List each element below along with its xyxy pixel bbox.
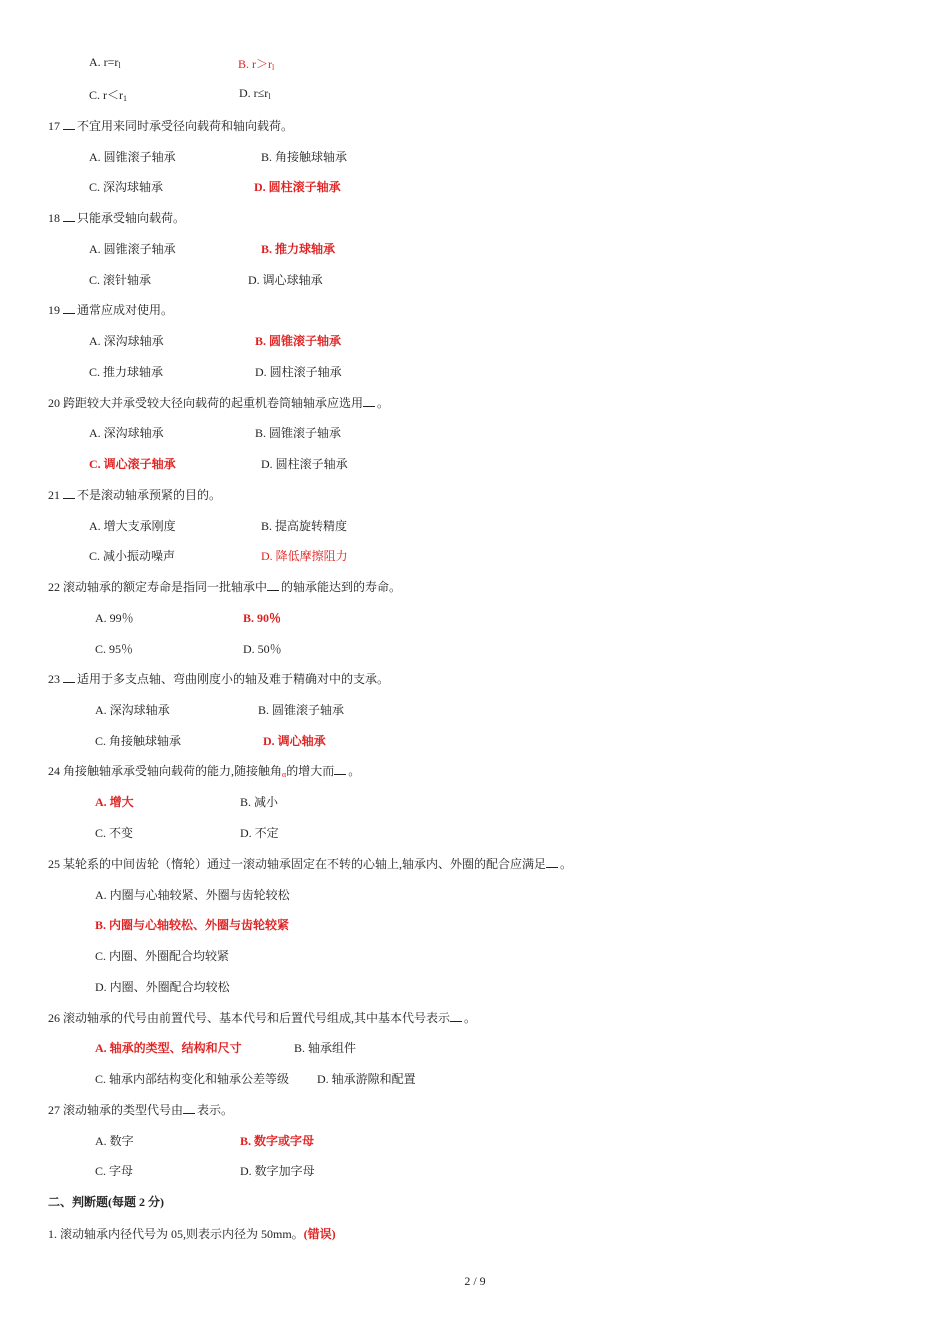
true-false-question-1: 1. 滚动轴承内径代号为 05,则表示内径为 50mm。(错误)	[48, 1227, 336, 1241]
question-17: 17 不宜用来同时承受径向载荷和轴向载荷。	[48, 119, 294, 133]
q16-option-b: B. $r>r_l$	[238, 57, 275, 72]
q27-option-d: D. 数字加字母	[240, 1164, 315, 1178]
q26-option-b: B. 轴承组件	[294, 1041, 357, 1055]
q24-option-a: A. 增大	[95, 795, 134, 809]
q17-option-a: A. 圆锥滚子轴承	[89, 150, 176, 164]
q21-option-b: B. 提高旋转精度	[261, 519, 348, 533]
question-21: 21 不是滚动轴承预紧的目的。	[48, 488, 222, 502]
q19-option-a: A. 深沟球轴承	[89, 334, 164, 348]
question-18: 18 只能承受轴向载荷。	[48, 211, 186, 225]
q21-option-c: C. 减小振动噪声	[89, 549, 176, 563]
q21-option-a: A. 增大支承刚度	[89, 519, 176, 533]
q18-option-c: C. 滚针轴承	[89, 273, 152, 287]
q27-option-c: C. 字母	[95, 1164, 134, 1178]
q26-option-c: C. 轴承内部结构变化和轴承公差等级	[95, 1072, 290, 1086]
q21-option-d: D. 降低摩擦阻力	[261, 549, 348, 563]
q23-option-c: C. 角接触球轴承	[95, 734, 182, 748]
question-23: 23 适用于多支点轴、弯曲刚度小的轴及难于精确对中的支承。	[48, 672, 390, 686]
q26-option-d: D. 轴承游隙和配置	[317, 1072, 416, 1086]
q25-option-b: B. 内圈与心轴较松、外圈与齿轮较紧	[95, 918, 290, 932]
q20-option-a: A. 深沟球轴承	[89, 426, 164, 440]
question-20: 20 跨距较大并承受较大径向载荷的起重机卷筒轴轴承应选用 。	[48, 396, 390, 410]
q19-option-b: B. 圆锥滚子轴承	[255, 334, 342, 348]
q22-option-d: D. 50％	[243, 642, 282, 656]
q16-option-d: D. $r\le r_l$	[239, 86, 271, 101]
q24-option-c: C. 不变	[95, 826, 134, 840]
q23-option-a: A. 深沟球轴承	[95, 703, 170, 717]
q20-option-c: C. 调心滚子轴承	[89, 457, 176, 471]
q20-option-b: B. 圆锥滚子轴承	[255, 426, 342, 440]
q18-option-d: D. 调心球轴承	[248, 273, 323, 287]
q16-option-c: C. $r<r_1$	[89, 88, 127, 103]
question-27: 27 滚动轴承的类型代号由 表示。	[48, 1103, 234, 1117]
q19-option-d: D. 圆柱滚子轴承	[255, 365, 342, 379]
q20-option-d: D. 圆柱滚子轴承	[261, 457, 348, 471]
q17-option-b: B. 角接触球轴承	[261, 150, 348, 164]
q25-option-a: A. 内圈与心轴较紧、外圈与齿轮较松	[95, 888, 290, 902]
q23-option-d: D. 调心轴承	[263, 734, 326, 748]
q23-option-b: B. 圆锥滚子轴承	[258, 703, 345, 717]
q18-option-b: B. 推力球轴承	[261, 242, 336, 256]
q25-option-c: C. 内圈、外圈配合均较紧	[95, 949, 230, 963]
tf1-answer: (错误)	[303, 1227, 336, 1241]
q27-option-a: A. 数字	[95, 1134, 134, 1148]
q24-option-b: B. 减小	[240, 795, 279, 809]
q27-option-b: B. 数字或字母	[240, 1134, 315, 1148]
section-heading-true-false: 二、判断题(每题 2 分)	[48, 1195, 164, 1209]
q22-option-b: B. 90％	[243, 611, 282, 625]
q25-option-d: D. 内圈、外圈配合均较松	[95, 980, 230, 994]
q18-option-a: A. 圆锥滚子轴承	[89, 242, 176, 256]
question-24: 24 角接触轴承承受轴向载荷的能力,随接触角$_\alpha$的增大而 。	[48, 764, 361, 779]
q22-option-a: A. 99％	[95, 611, 134, 625]
question-22: 22 滚动轴承的额定寿命是指同一批轴承中 的轴承能达到的寿命。	[48, 580, 402, 594]
q19-option-c: C. 推力球轴承	[89, 365, 164, 379]
question-19: 19 通常应成对使用。	[48, 303, 174, 317]
q26-option-a: A. 轴承的类型、结构和尺寸	[95, 1041, 242, 1055]
q17-option-c: C. 深沟球轴承	[89, 180, 164, 194]
q16-option-a: A. $r=r_l$	[89, 55, 121, 70]
q24-option-d: D. 不定	[240, 826, 279, 840]
question-25: 25 某轮系的中间齿轮（惰轮）通过一滚动轴承固定在不转的心轴上,轴承内、外圈的配合应满足 。	[48, 857, 573, 871]
page-number: 2 / 9	[464, 1274, 486, 1288]
question-26: 26 滚动轴承的代号由前置代号、基本代号和后置代号组成,其中基本代号表示 。	[48, 1011, 477, 1025]
q17-option-d: D. 圆柱滚子轴承	[254, 180, 341, 194]
q22-option-c: C. 95％	[95, 642, 134, 656]
